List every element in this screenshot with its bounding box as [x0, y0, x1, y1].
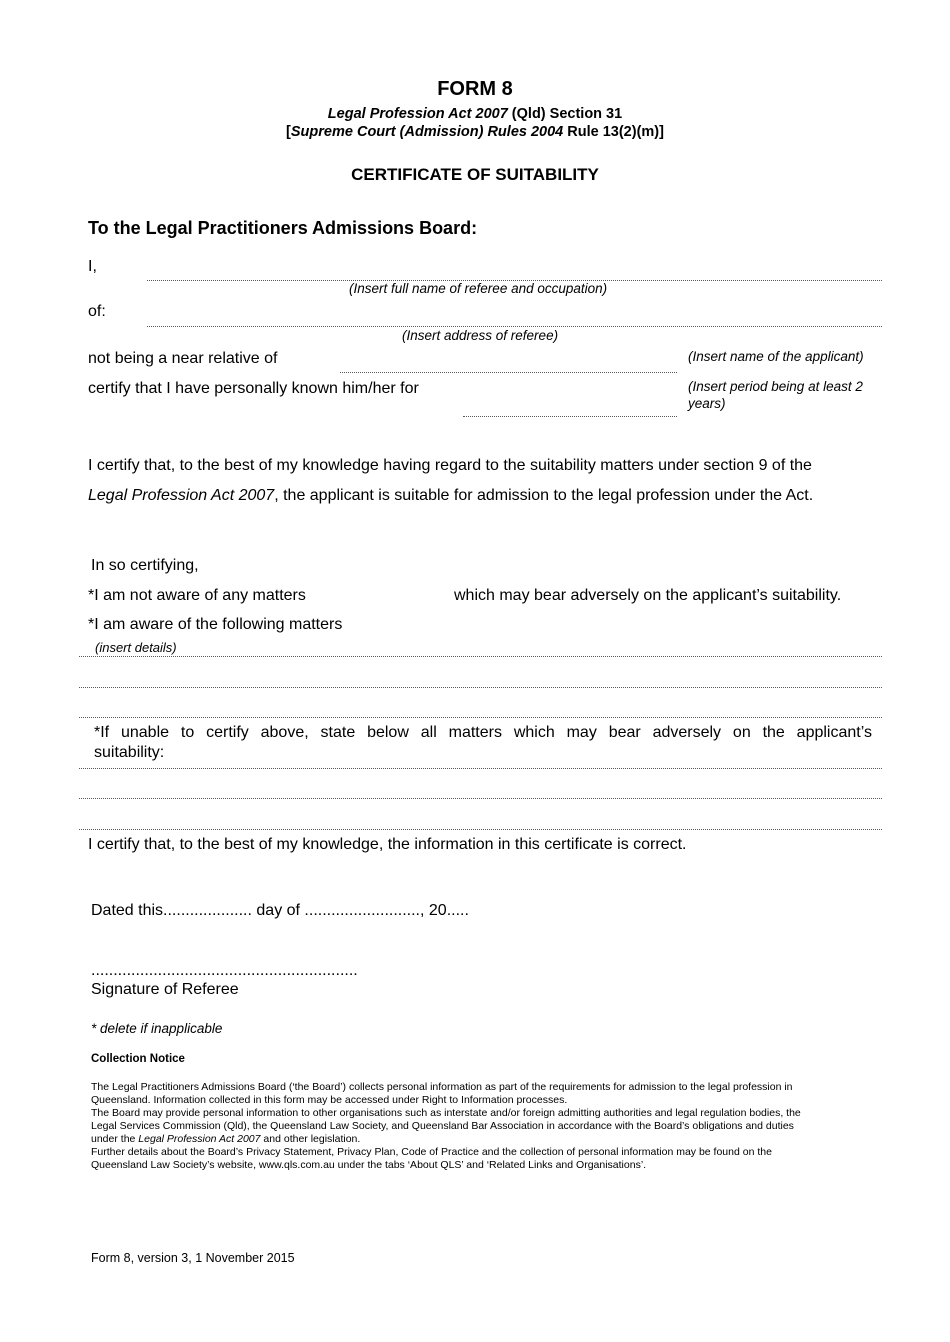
known-period-label: certify that I have personally known him/her for — [88, 380, 419, 397]
addressee: To the Legal Practitioners Admissions Board: — [88, 218, 478, 238]
details-line-3[interactable] — [79, 717, 882, 718]
unable-line1: *If unable to certify above, state below all matters which may bear adversely on the applicant’s — [94, 724, 872, 741]
notice-p2-l3-post: and other legislation. — [260, 1133, 361, 1145]
details-line-2[interactable] — [79, 687, 882, 688]
certification-line1: I certify that, to the best of my knowledge having regard to the suitability matters under section 9 of the — [88, 457, 812, 474]
certification-line2 — [88, 487, 813, 505]
correct-statement: I certify that, to the best of my knowledge, the information in this certificate is correct. — [88, 836, 687, 853]
signature-label: Signature of Referee — [91, 981, 239, 998]
rules-bracket: [ — [286, 124, 291, 140]
rules-reference — [0, 124, 950, 140]
period-hint-line1: (Insert period being at least 2 — [688, 379, 863, 394]
unable-line2: suitability: — [94, 744, 165, 761]
details-line-1[interactable] — [79, 656, 882, 657]
adverse-line-1[interactable] — [79, 768, 882, 769]
rules-rule: Rule 13(2)(m)] — [563, 124, 664, 140]
notice-p1-l2: Queensland. Information collected in this form may be accessed under Right to Information processes. — [91, 1094, 568, 1106]
adverse-text: which may bear adversely on the applicant’s suitability. — [454, 587, 842, 604]
in-so-certifying: In so certifying, — [91, 557, 199, 574]
notice-p2-l2: Legal Services Commission (Qld), the Queensland Law Society, and Queensland Bar Association in accordance with the Board’s obligations and duties — [91, 1120, 794, 1132]
referee-address-line[interactable] — [147, 326, 882, 327]
certification-rest: , the applicant is suitable for admission to the legal profession under the Act. — [274, 487, 814, 504]
insert-details-hint: (insert details) — [95, 640, 177, 655]
not-relative-label: not being a near relative of — [88, 350, 278, 367]
certificate-title: CERTIFICATE OF SUITABILITY — [351, 165, 599, 184]
adverse-line-2[interactable] — [79, 798, 882, 799]
referee-name-hint: (Insert full name of referee and occupation) — [349, 281, 608, 296]
notice-p3-l1: Further details about the Board’s Privacy Statement, Privacy Plan, Code of Practice and the collection of personal information may be found on the — [91, 1146, 772, 1158]
notice-p3-l2: Queensland Law Society’s website, www.qls.com.au under the tabs ‘About QLS’ and ‘Related Links and Organisations’. — [91, 1159, 647, 1171]
not-aware-option: *I am not aware of any matters — [88, 587, 306, 604]
known-period-line[interactable] — [463, 416, 677, 417]
act-section: (Qld) Section 31 — [507, 106, 623, 122]
rules-name: Supreme Court (Admission) Rules 2004 — [290, 124, 564, 140]
form-title: FORM 8 — [437, 78, 513, 100]
dated-line[interactable]: Dated this.................... day of .........................., 20..... — [91, 902, 469, 919]
referee-address-hint: (Insert address of referee) — [402, 328, 559, 343]
act-name: Legal Profession Act 2007 — [327, 106, 508, 122]
delete-note: * delete if inapplicable — [91, 1021, 223, 1036]
footer-version: Form 8, version 3, 1 November 2015 — [91, 1251, 295, 1265]
i-label: I, — [88, 258, 97, 275]
aware-option: *I am aware of the following matters — [88, 616, 343, 633]
notice-p2-l3 — [91, 1133, 360, 1146]
period-hint-line2: years) — [688, 396, 726, 411]
adverse-line-3[interactable] — [79, 829, 882, 830]
of-label: of: — [88, 303, 106, 320]
notice-p1-l1: The Legal Practitioners Admissions Board (‘the Board’) collects personal information as part of the requirements for admission to the legal profession in — [91, 1081, 793, 1093]
notice-p2-l3-act: Legal Profession Act 2007 — [138, 1133, 261, 1145]
applicant-name-hint: (Insert name of the applicant) — [688, 349, 864, 364]
certification-act: Legal Profession Act 2007 — [88, 487, 275, 504]
applicant-name-line[interactable] — [340, 372, 677, 373]
signature-line[interactable]: ............................................................ — [91, 962, 358, 979]
notice-p2-l1: The Board may provide personal information to other organisations such as interstate and/or foreign admitting authorities and legal regulation bodies, the — [91, 1107, 801, 1119]
act-reference — [0, 106, 950, 122]
collection-notice-title: Collection Notice — [91, 1053, 185, 1065]
notice-p2-l3-pre: under the — [91, 1133, 139, 1145]
